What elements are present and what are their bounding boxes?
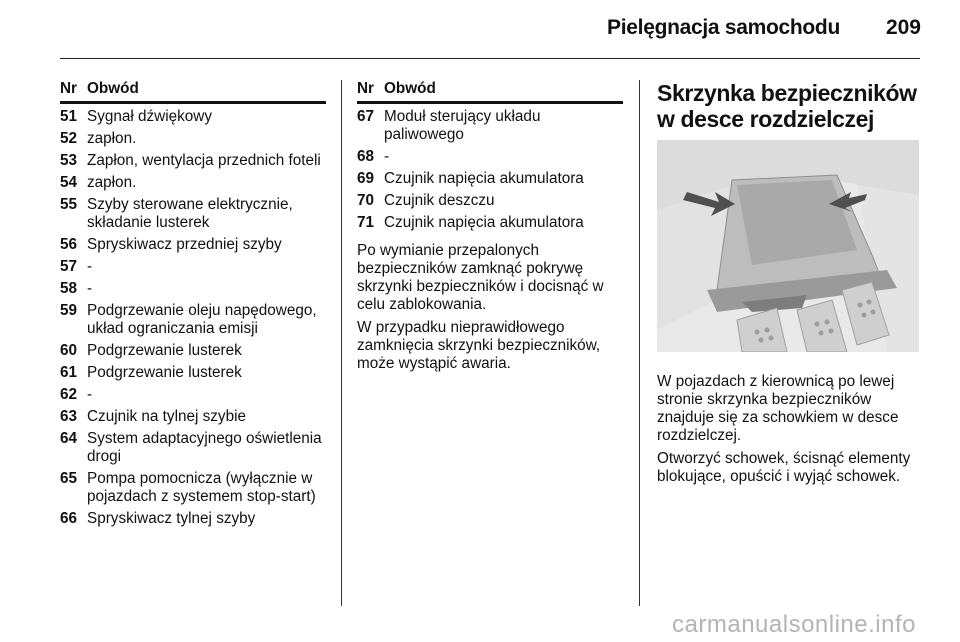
table-row — [60, 196, 326, 232]
column-header-circuit: Obwód — [87, 80, 139, 97]
table-row — [60, 470, 326, 506]
table-row — [60, 364, 326, 382]
fuse-number: 56 — [60, 236, 78, 253]
fuse-number: 65 — [60, 470, 78, 487]
table-row — [60, 130, 326, 148]
fuse-circuit: Podgrzewanie lusterek — [87, 342, 242, 359]
header-divider — [60, 58, 920, 59]
fuse-number: 66 — [60, 510, 78, 527]
body-paragraph: W przypadku nieprawidłowego zamknięcia skrzynki bezpieczników, może wystąpić awaria. — [357, 319, 601, 372]
fuse-number: 64 — [60, 430, 78, 447]
fuse-number: 63 — [60, 408, 78, 425]
fuse-circuit: Czujnik na tylnej szybie — [87, 408, 246, 425]
fuse-circuit: Podgrzewanie lusterek — [87, 364, 242, 381]
glovebox-illustration — [657, 140, 919, 352]
table-row — [60, 430, 326, 466]
table-row — [60, 174, 326, 192]
fuse-number: 54 — [60, 174, 78, 191]
fuse-circuit: Pompa pomocnicza (wyłącznie w pojazdach z systemem stop-start) — [87, 470, 316, 505]
table-row — [60, 302, 326, 338]
column-header-nr: Nr — [60, 80, 77, 97]
fuse-circuit: Spryskiwacz tylnej szyby — [87, 510, 256, 527]
fuse-circuit: Czujnik deszczu — [384, 192, 495, 209]
body-paragraph: Otworzyć schowek, ścisnąć elementy blokujące, opuścić i wyjąć schowek. — [657, 450, 911, 485]
column-header-circuit: Obwód — [384, 80, 436, 97]
watermark: carmanualsonline.info — [672, 611, 916, 638]
fuse-number: 68 — [357, 148, 375, 165]
fuse-circuit: - — [87, 280, 93, 297]
fuse-circuit: - — [87, 386, 93, 403]
column-divider-left — [341, 80, 342, 606]
fuse-number: 57 — [60, 258, 78, 275]
table-row — [60, 108, 326, 126]
fuse-table-left — [60, 80, 326, 528]
table-row — [357, 214, 623, 232]
page-title: Pielęgnacja samochodu — [607, 16, 840, 39]
fuse-number: 59 — [60, 302, 78, 319]
body-paragraph: W pojazdach z kierownicą po lewej stronie skrzynka bezpieczników znajduje się za schowkiem w desce rozdzielczej. — [657, 373, 899, 444]
fuse-number: 67 — [357, 108, 375, 125]
fuse-circuit: Sygnał dźwiękowy — [87, 108, 212, 125]
fuse-number: 53 — [60, 152, 78, 169]
column-divider-right — [639, 80, 640, 606]
fuse-circuit: Szyby sterowane elektrycznie, składanie lusterek — [87, 196, 293, 231]
table-row — [60, 152, 326, 170]
table-row — [357, 148, 623, 166]
section-title: Skrzynka bezpieczników w desce rozdzielczej — [657, 80, 917, 132]
fuse-number: 58 — [60, 280, 78, 297]
fuse-circuit: Czujnik napięcia akumulatora — [384, 214, 584, 231]
fuse-circuit: Czujnik napięcia akumulatora — [384, 170, 584, 187]
body-paragraph: Po wymianie przepalonych bezpieczników zamknąć pokrywę skrzynki bezpieczników i docisnąć w celu zablokowania. — [357, 242, 604, 313]
fuse-circuit: Moduł sterujący układu paliwowego — [384, 108, 541, 143]
fuse-table-middle — [357, 80, 623, 373]
table-row — [357, 108, 623, 144]
fuse-circuit: - — [384, 148, 390, 165]
fuse-number: 60 — [60, 342, 78, 359]
table-header — [60, 80, 326, 104]
table-row — [60, 342, 326, 360]
fuse-circuit: zapłon. — [87, 130, 137, 147]
table-row — [357, 170, 623, 188]
fuse-circuit: Podgrzewanie oleju napędowego, układ ograniczania emisji — [87, 302, 317, 337]
table-row — [60, 280, 326, 298]
table-row — [60, 510, 326, 528]
fuse-circuit: System adaptacyjnego oświetlenia drogi — [87, 430, 322, 465]
fuse-circuit: - — [87, 258, 93, 275]
fuse-number: 70 — [357, 192, 375, 209]
section-instrument-panel-fusebox — [657, 80, 922, 486]
fuse-number: 62 — [60, 386, 78, 403]
table-header — [357, 80, 623, 104]
fuse-number: 61 — [60, 364, 78, 381]
fuse-number: 69 — [357, 170, 375, 187]
table-row — [60, 236, 326, 254]
fuse-number: 55 — [60, 196, 78, 213]
column-header-nr: Nr — [357, 80, 374, 97]
fuse-number: 52 — [60, 130, 78, 147]
table-row — [357, 192, 623, 210]
table-row — [60, 386, 326, 404]
fuse-circuit: Spryskiwacz przedniej szyby — [87, 236, 282, 253]
table-row — [60, 408, 326, 426]
fuse-circuit: zapłon. — [87, 174, 137, 191]
fuse-circuit: Zapłon, wentylacja przednich foteli — [87, 152, 321, 169]
fuse-number: 71 — [357, 214, 375, 231]
page-number: 209 — [885, 16, 921, 39]
fuse-number: 51 — [60, 108, 78, 125]
table-row — [60, 258, 326, 276]
